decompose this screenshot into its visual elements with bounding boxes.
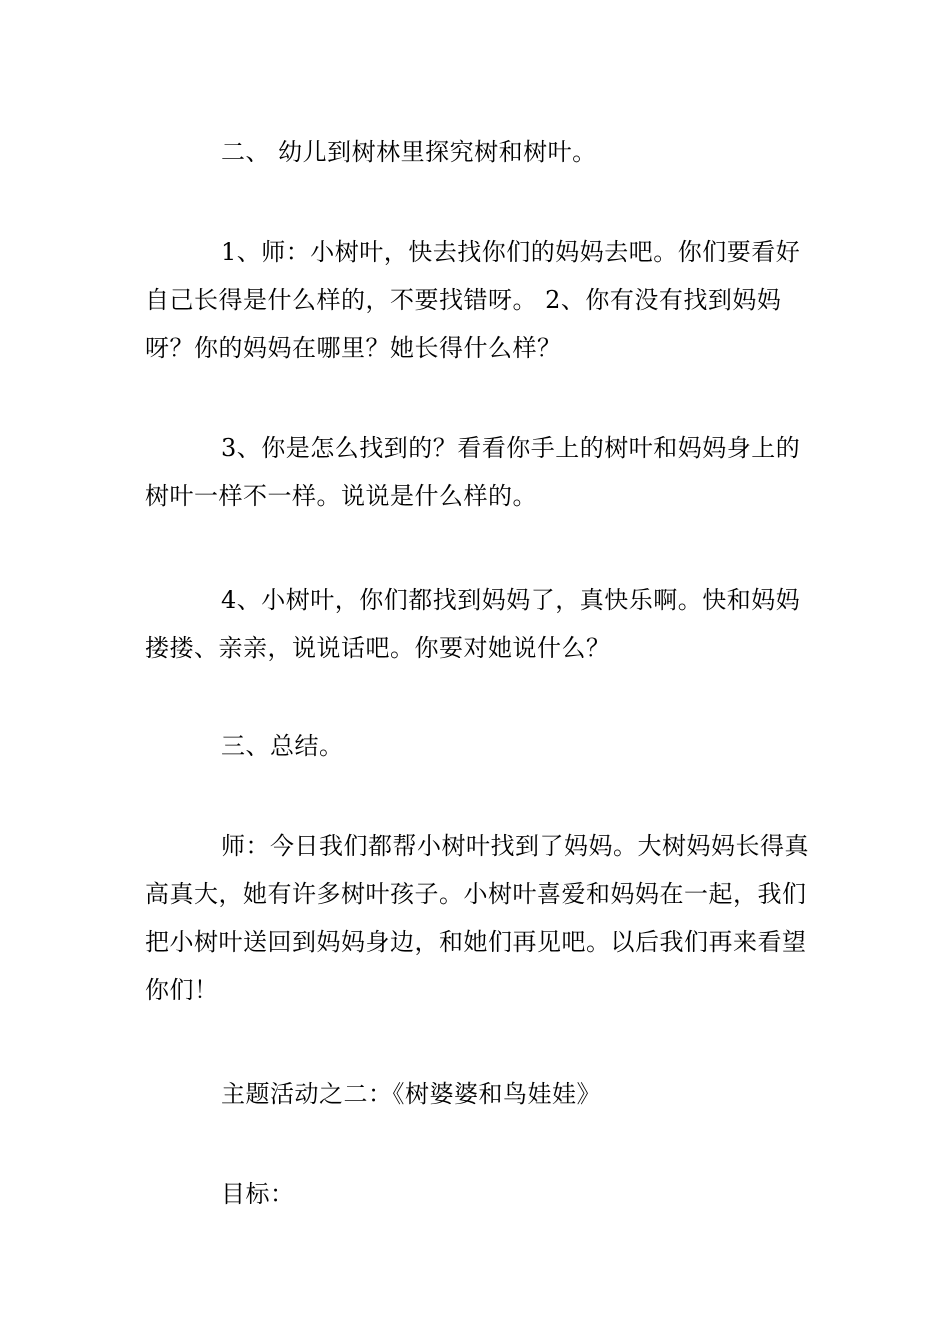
summary-paragraph: 师：今日我们都帮小树叶找到了妈妈。大树妈妈长得真高真大，她有许多树叶孩子。小树叶喜爱和妈妈在一起，我们把小树叶送回到妈妈身边，和她们再见吧。以后我们再来看望你们！ (145, 832, 809, 1004)
section-heading-2: 二、 幼儿到树林里探究树和树叶。 (221, 138, 597, 166)
goals-heading: 目标： (221, 1180, 295, 1208)
section-heading-3: 三、总结。 (221, 732, 344, 760)
paragraph-3: 3、你是怎么找到的？看看你手上的树叶和妈妈身上的树叶一样不一样。说说是什么样的。 (145, 434, 801, 510)
theme-activity-title: 主题活动之二：《树婆婆和鸟娃娃》 (221, 1080, 601, 1108)
paragraph-4: 4、小树叶，你们都找到妈妈了，真快乐啊。快和妈妈搂搂、亲亲，说说话吧。你要对她说什么？ (145, 586, 801, 662)
paragraph-1: 1、师：小树叶，快去找你们的妈妈去吧。你们要看好自己长得是什么样的，不要找错呀。 2、你有没有找到妈妈呀？你的妈妈在哪里？她长得什么样？ (145, 238, 801, 362)
